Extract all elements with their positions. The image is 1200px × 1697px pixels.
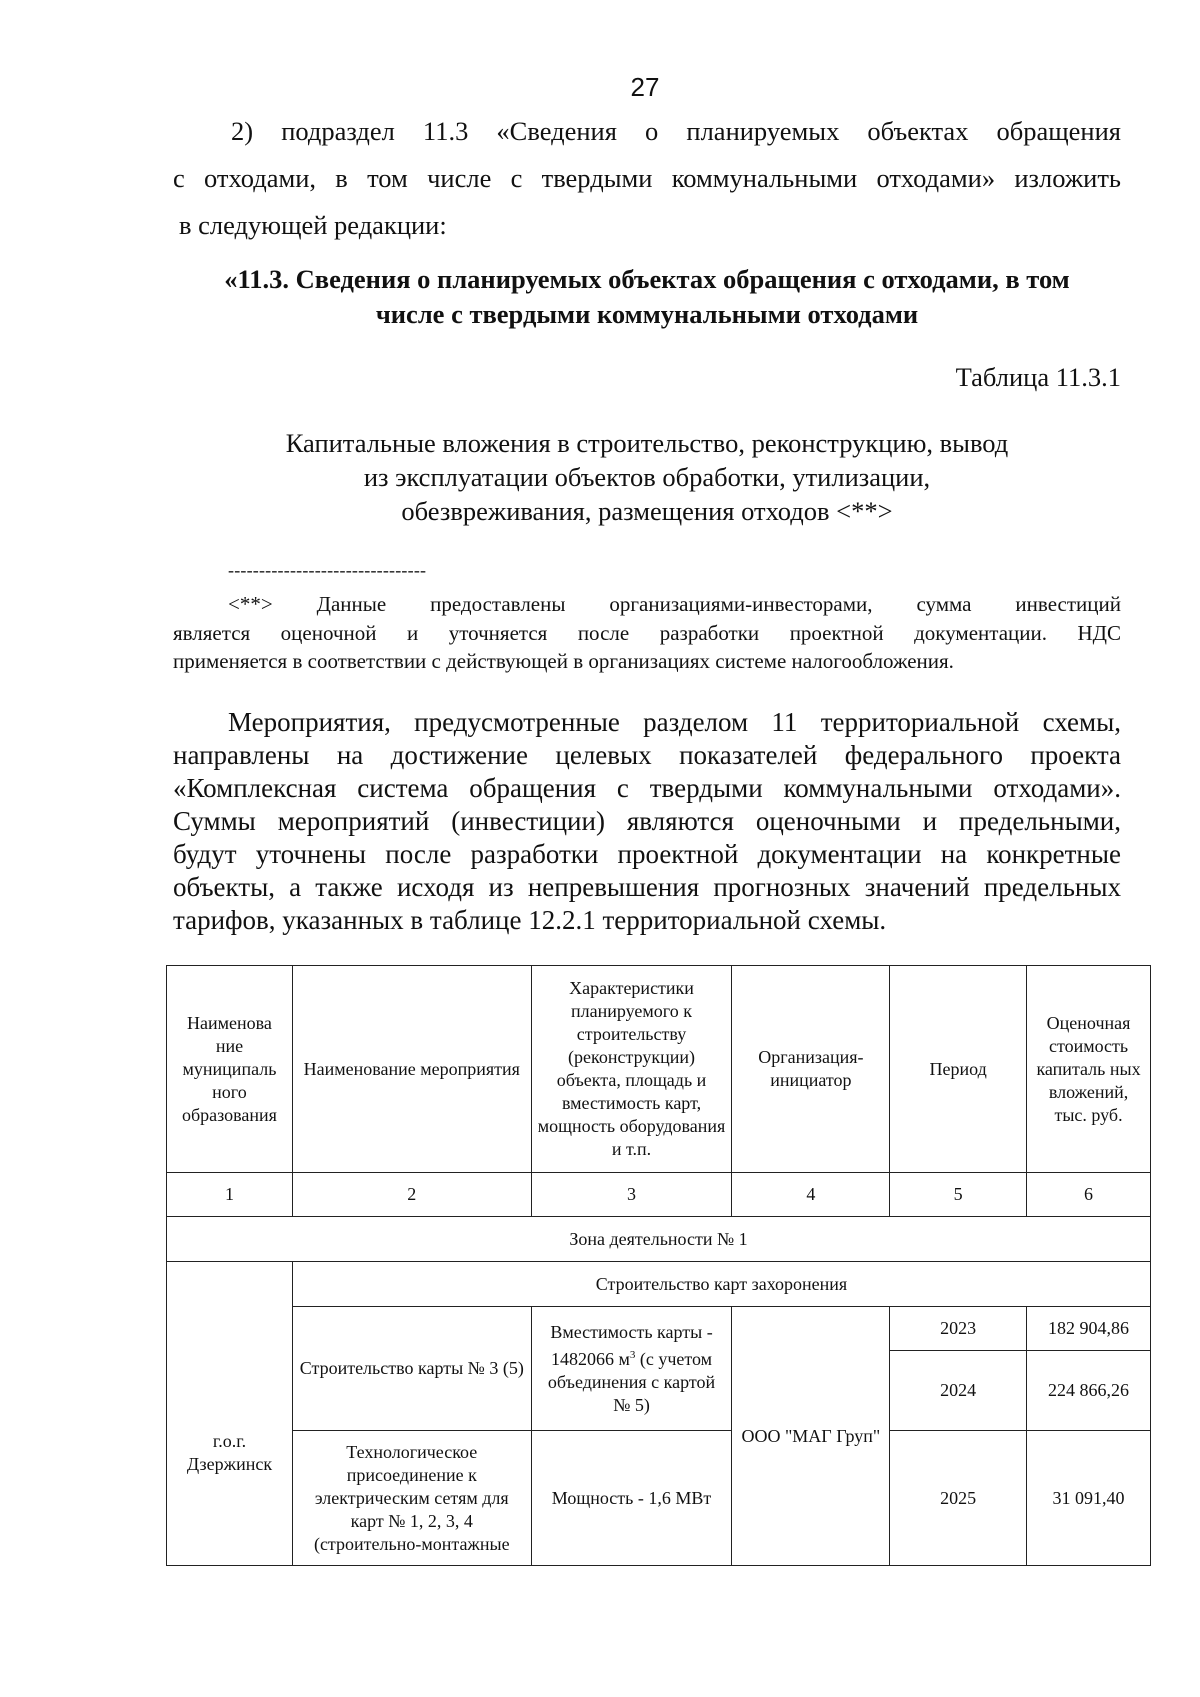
table-caption (173, 426, 1121, 528)
column-number-row (167, 1173, 1151, 1217)
section-label: Строительство карт захоронения (292, 1262, 1150, 1307)
header-event: Наименование мероприятия (292, 966, 531, 1173)
cubic-superscript: 3 (629, 1348, 636, 1361)
footnote (173, 590, 1121, 676)
table-header-row (167, 966, 1151, 1173)
footnote-rule: -------------------------------- (228, 560, 427, 580)
section-row (167, 1262, 1151, 1307)
period-2024: 2024 (890, 1351, 1027, 1431)
para-line-2: направлены на достижение целевых показателей федерального проекта (173, 740, 1121, 770)
header-municipality: Наименова ние муниципаль ного образования (167, 966, 293, 1173)
footnote-line-3: применяется в соответствии с действующей в организациях системе налогообложения. (173, 649, 954, 673)
para-line-4: Суммы мероприятий (инвестиции) являются оценочными и предельными, (173, 806, 1121, 836)
col-number-4: 4 (732, 1173, 890, 1217)
event-1-char-tail: (с учетом объединения с картой № 5) (547, 1348, 716, 1415)
intro-line-1: 2) подраздел 11.3 «Сведения о планируемых объектах обращения (231, 116, 1121, 146)
header-characteristics: Характеристики планируемого к строительству (реконструкции) объекта, площадь и вместимость карт, мощность оборудования и т.п. (531, 966, 732, 1173)
para-line-3: «Комплексная система обращения с твердыми коммунальными отходами». (173, 773, 1121, 803)
col-number-2: 2 (292, 1173, 531, 1217)
event-1-char-text: Вместимость карты - 1482066 м (550, 1321, 713, 1369)
heading-line-2: числе с твердыми коммунальными отходами (375, 299, 919, 329)
municipality-cell: г.о.г. Дзержинск (167, 1262, 293, 1566)
para-line-7: тарифов, указанных в таблице 12.2.1 территориальной схемы. (173, 905, 887, 935)
period-2023: 2023 (890, 1307, 1027, 1351)
table-row (167, 1431, 1151, 1566)
zone-row (167, 1217, 1151, 1262)
period-2025: 2025 (890, 1431, 1027, 1566)
table-number: Таблица 11.3.1 (955, 362, 1121, 392)
header-cost: Оценочная стоимость капиталь ных вложений, тыс. руб. (1027, 966, 1151, 1173)
event-1-characteristics (531, 1307, 732, 1431)
footnote-line-2: является оценочной и уточняется после разработки проектной документации. НДС (173, 620, 1121, 645)
investment-table (166, 965, 1151, 1566)
event-2-name: Технологическое присоединение к электрическим сетям для карт № 1, 2, 3, 4 (строительно-монтажные (292, 1431, 531, 1566)
footnote-line-1: <**> Данные предоставлены организациями-инвесторами, сумма инвестиций (228, 592, 1121, 616)
header-period: Период (890, 966, 1027, 1173)
col-number-5: 5 (890, 1173, 1027, 1217)
col-number-6: 6 (1027, 1173, 1151, 1217)
cost-2025: 31 091,40 (1027, 1431, 1151, 1566)
para-line-6: объекты, а также исходя из непревышения прогнозных значений предельных (173, 872, 1121, 902)
heading-line-1: «11.3. Сведения о планируемых объектах обращения с отходами, в том (224, 264, 1070, 294)
caption-line-3: обезвреживания, размещения отходов <**> (401, 496, 893, 526)
intro-line-3: в следующей редакции: (179, 210, 447, 240)
cost-2023: 182 904,86 (1027, 1307, 1151, 1351)
table-row (167, 1307, 1151, 1351)
header-organization: Организация-инициатор (732, 966, 890, 1173)
zone-label: Зона деятельности № 1 (167, 1217, 1151, 1262)
para-line-5: будут уточнены после разработки проектной документации на конкретные (173, 839, 1121, 869)
measures-paragraph (173, 706, 1121, 937)
organization-cell: ООО "МАГ Груп" (732, 1307, 890, 1566)
intro-paragraph (173, 108, 1121, 249)
caption-line-2: из эксплуатации объектов обработки, утилизации, (363, 462, 931, 492)
event-2-characteristics: Мощность - 1,6 МВт (531, 1431, 732, 1566)
section-heading (173, 262, 1121, 332)
col-number-3: 3 (531, 1173, 732, 1217)
para-line-1: Мероприятия, предусмотренные разделом 11 территориальной схемы, (228, 707, 1121, 737)
event-1-name: Строительство карты № 3 (5) (292, 1307, 531, 1431)
cost-2024: 224 866,26 (1027, 1351, 1151, 1431)
col-number-1: 1 (167, 1173, 293, 1217)
intro-line-2: с отходами, в том числе с твердыми коммунальными отходами» изложить (173, 163, 1121, 193)
caption-line-1: Капитальные вложения в строительство, реконструкцию, вывод (285, 428, 1009, 458)
page-number: 27 (630, 72, 660, 102)
